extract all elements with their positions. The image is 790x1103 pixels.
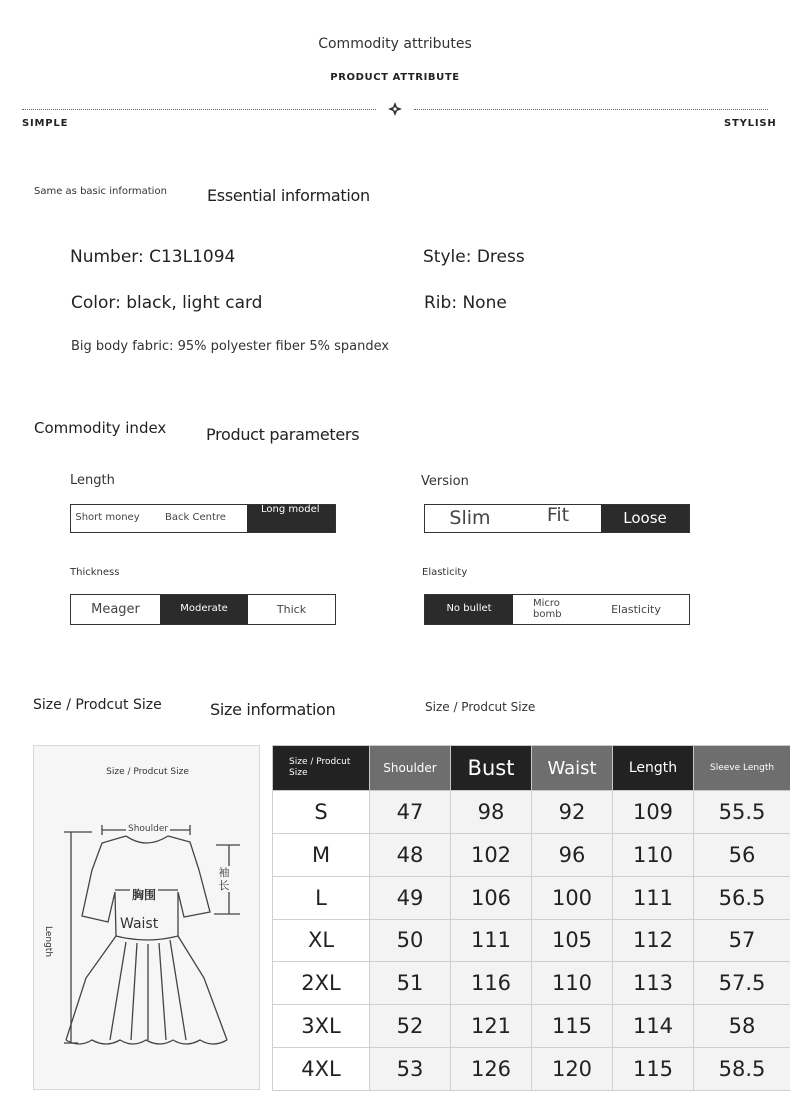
- measurement-cell: 47: [370, 791, 451, 834]
- measurement-cell: 109: [613, 791, 694, 834]
- measurement-cell: 110: [613, 833, 694, 876]
- style-field: Style: Dress: [423, 247, 525, 267]
- size-title: Size information: [210, 700, 336, 719]
- elasticity-option[interactable]: Micro bomb: [533, 598, 562, 620]
- thickness-option-selected[interactable]: Moderate: [160, 595, 248, 624]
- measurement-cell: 55.5: [694, 791, 790, 834]
- size-cell: 3XL: [273, 1005, 370, 1048]
- length-option[interactable]: Short money: [75, 512, 140, 524]
- page-subtitle: PRODUCT ATTRIBUTE: [330, 72, 460, 83]
- measurement-cell: 98: [451, 791, 532, 834]
- elasticity-option-selected[interactable]: No bullet: [425, 595, 513, 624]
- elasticity-label: Elasticity: [422, 567, 468, 578]
- column-header-size: Size / Prodcut Size: [273, 746, 370, 791]
- number-field: Number: C13L1094: [70, 247, 236, 267]
- measurement-cell: 56.5: [694, 876, 790, 919]
- size-cell: 2XL: [273, 962, 370, 1005]
- params-small-label: Commodity index: [34, 419, 167, 437]
- measurement-cell: 57: [694, 919, 790, 962]
- measurement-cell: 121: [451, 1005, 532, 1048]
- thickness-label: Thickness: [70, 567, 120, 578]
- measurement-cell: 110: [532, 962, 613, 1005]
- measurement-cell: 57.5: [694, 962, 790, 1005]
- thickness-selector: [70, 594, 336, 625]
- measurement-cell: 50: [370, 919, 451, 962]
- table-row: [273, 962, 790, 1005]
- table-row: [273, 1005, 790, 1048]
- table-row: [273, 833, 790, 876]
- waist-label: Waist: [120, 916, 159, 932]
- page-title: Commodity attributes: [318, 36, 472, 52]
- measurement-cell: 53: [370, 1048, 451, 1091]
- measurement-cell: 102: [451, 833, 532, 876]
- measurement-cell: 58: [694, 1005, 790, 1048]
- measurement-cell: 92: [532, 791, 613, 834]
- measurement-cell: 51: [370, 962, 451, 1005]
- measurement-cell: 105: [532, 919, 613, 962]
- version-label: Version: [421, 474, 469, 489]
- rib-field: Rib: None: [424, 293, 507, 313]
- size-right-label: Size / Prodcut Size: [425, 700, 536, 714]
- measurement-cell: 49: [370, 876, 451, 919]
- measurement-cell: 115: [532, 1005, 613, 1048]
- measurement-cell: 111: [451, 919, 532, 962]
- column-header-bust: Bust: [451, 746, 532, 791]
- divider-left: [22, 109, 376, 110]
- measurement-cell: 96: [532, 833, 613, 876]
- elasticity-option[interactable]: Elasticity: [611, 602, 661, 616]
- table-row: [273, 791, 790, 834]
- thickness-option[interactable]: Thick: [276, 602, 307, 616]
- measurement-cell: 111: [613, 876, 694, 919]
- measurement-cell: 115: [613, 1048, 694, 1091]
- size-small-label: Size / Prodcut Size: [33, 697, 162, 713]
- length-measure-label: Length: [43, 926, 53, 958]
- column-header-waist: Waist: [532, 746, 613, 791]
- column-header-length: Length: [613, 746, 694, 791]
- table-row: [273, 876, 790, 919]
- size-cell: 4XL: [273, 1048, 370, 1091]
- column-header-shoulder: Shoulder: [370, 746, 451, 791]
- measurement-cell: 52: [370, 1005, 451, 1048]
- version-option[interactable]: Slim: [449, 506, 491, 529]
- measurement-cell: 106: [451, 876, 532, 919]
- elasticity-selector: [424, 594, 690, 625]
- version-option[interactable]: Fit: [546, 504, 570, 526]
- measurement-cell: 120: [532, 1048, 613, 1091]
- essential-title: Essential information: [207, 186, 370, 205]
- size-cell: M: [273, 833, 370, 876]
- length-option-selected[interactable]: Long model: [247, 505, 335, 532]
- size-table: [272, 745, 790, 1091]
- version-option-selected[interactable]: Loose: [601, 505, 689, 532]
- measurement-cell: 114: [613, 1005, 694, 1048]
- table-header-row: [273, 746, 790, 791]
- stylish-label: STYLISH: [724, 118, 777, 129]
- color-field: Color: black, light card: [71, 293, 263, 313]
- table-row: [273, 1048, 790, 1091]
- compass-ornament-icon: [386, 100, 404, 118]
- measurement-cell: 112: [613, 919, 694, 962]
- shoulder-label: Shoulder: [128, 824, 169, 834]
- measurement-cell: 48: [370, 833, 451, 876]
- measurement-cell: 113: [613, 962, 694, 1005]
- fabric-field: Big body fabric: 95% polyester fiber 5% spandex: [71, 339, 390, 354]
- version-selector: [424, 504, 690, 533]
- length-option[interactable]: Back Centre: [165, 512, 226, 524]
- length-selector: [70, 504, 336, 533]
- bust-label: 胸围: [132, 888, 157, 902]
- size-cell: XL: [273, 919, 370, 962]
- size-cell: S: [273, 791, 370, 834]
- diagram-caption: Size / Prodcut Size: [106, 767, 189, 777]
- column-header-sleeve-length: Sleeve Length: [694, 746, 790, 791]
- table-row: [273, 919, 790, 962]
- measurement-cell: 58.5: [694, 1048, 790, 1091]
- sleeve-measure-label: 袖长: [218, 866, 230, 892]
- measurement-cell: 126: [451, 1048, 532, 1091]
- params-title: Product parameters: [206, 425, 360, 444]
- measurement-cell: 56: [694, 833, 790, 876]
- simple-label: SIMPLE: [22, 118, 69, 129]
- size-cell: L: [273, 876, 370, 919]
- divider-right: [414, 109, 768, 110]
- size-diagram: [33, 745, 260, 1090]
- measurement-cell: 116: [451, 962, 532, 1005]
- essential-small-label: Same as basic information: [34, 186, 167, 197]
- length-label: Length: [70, 473, 115, 488]
- thickness-option[interactable]: Meager: [91, 601, 140, 617]
- measurement-cell: 100: [532, 876, 613, 919]
